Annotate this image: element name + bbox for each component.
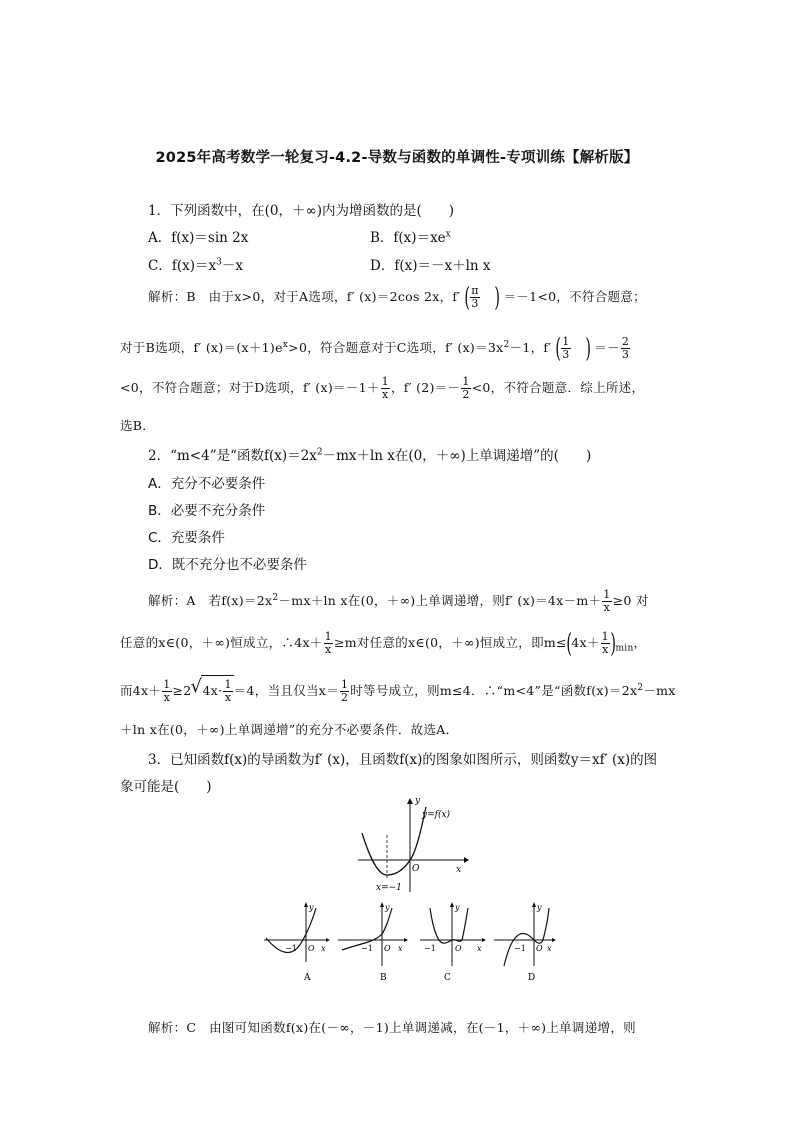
- choice-c-letter: C: [444, 973, 451, 983]
- choice-c-neg1: −1: [424, 944, 436, 953]
- y-axis-arrow: [407, 798, 413, 804]
- curve-label: y=f(x): [422, 810, 451, 820]
- question-3-stem-line-2: 象可能是( ): [120, 779, 212, 795]
- x-label: x: [456, 865, 462, 875]
- choice-d-letter: D: [528, 973, 536, 983]
- choice-d-x-arrow: [552, 938, 556, 942]
- choice-a-x: x: [321, 944, 326, 953]
- y-label: y: [415, 796, 421, 806]
- origin-label: O: [412, 864, 420, 874]
- q3-solution-line-1: 解析：C 由图可知函数f(x)在(－∞，－1)上单调递减，在(－1，＋∞)上单调递增，则: [148, 1020, 636, 1035]
- choice-a-y: y: [309, 903, 314, 912]
- choice-c-y: y: [455, 903, 460, 912]
- choice-c-graph: [420, 902, 486, 983]
- choice-a-neg1: −1: [285, 944, 297, 953]
- q2-option-c: C．充要条件: [148, 530, 225, 546]
- q1-solution-line-3: <0，不符合题意；对于D选项，f′ (x)＝－1＋ $\frac{1}{x}$ ，f′ (2)＝－ $\frac{1}{2}$ <0，不符合题意．综上所述，: [120, 375, 645, 401]
- choice-b-origin: O: [384, 944, 391, 953]
- choice-d-graph: [494, 902, 556, 983]
- q1-option-b: B．$f(x)=xe^x$: [370, 229, 451, 246]
- choice-d-y: y: [537, 903, 542, 912]
- choice-a-y-arrow: [304, 902, 308, 907]
- q2-solution-line-2: 任意的x∈(0，＋∞)恒成立，∴4x＋ $\frac{1}{x}$ ≥m对任意的x∈(0，＋∞)恒成立，即m≤(4x＋ $\frac{1}{x}$ )$_{min}$，: [120, 628, 647, 659]
- q2-option-d: D．既不充分也不必要条件: [148, 557, 307, 573]
- choice-c-y-arrow: [450, 902, 454, 907]
- q2-solution-line-4: ＋ln x在(0，＋∞)上单调递增”的充分不必要条件．故选A．: [120, 722, 459, 737]
- question-3-stem-line-1: 3．已知函数f(x)的导函数为f′ (x)，且函数f(x)的图象如图所示，则函数y＝xf′ (x)的图: [148, 752, 658, 768]
- choice-b-y-arrow: [380, 902, 384, 907]
- choice-d-x: x: [547, 944, 552, 953]
- choice-d-curve: [504, 908, 549, 966]
- choice-b-x-arrow: [404, 938, 408, 942]
- xline-label: x=−1: [376, 883, 402, 893]
- choice-b-graph: [338, 902, 408, 983]
- choice-d-y-arrow: [532, 902, 536, 907]
- sqrt-expression: √ 4x· $\frac{1}{x}$: [190, 676, 232, 705]
- choice-b-y: y: [385, 903, 390, 912]
- q3-function-graph: [350, 795, 470, 895]
- choice-a-origin: O: [308, 944, 315, 953]
- choice-c-x: x: [477, 944, 482, 953]
- choice-a-x-arrow: [326, 938, 330, 942]
- choice-d-neg1: −1: [514, 944, 526, 953]
- q1-option-c: C．$f(x)=x^3-x$: [148, 257, 243, 274]
- choice-b-x: x: [398, 944, 403, 953]
- choice-b-letter: B: [380, 973, 387, 983]
- q1-option-a: A．f(x)＝sin 2x: [148, 230, 249, 246]
- q3-choice-graphs: [258, 900, 558, 984]
- choice-a-letter: A: [304, 973, 311, 983]
- q2-solution-line-3: 而4x＋ $\frac{1}{x}$ ≥2 √ 4x· $\frac{1}{x}$ ＝4，当且仅当x＝ $\frac{1}{2}$ 时等号成立，则m≤4．∴“m<4”是“函数$f(x)=2x^2-mx$: [120, 676, 676, 705]
- q2-option-a: A．充分不必要条件: [148, 476, 266, 492]
- choice-b-neg1: −1: [361, 944, 373, 953]
- choice-d-origin: O: [536, 944, 543, 953]
- q2-option-b: B．必要不充分条件: [148, 503, 266, 519]
- choice-c-x-arrow: [482, 938, 486, 942]
- choice-c-curve: [430, 908, 468, 943]
- q2-solution-line-1: 解析：A 若$f(x)=2x^2-mx+\ln$ x在(0，＋∞)上单调递增，则f′ (x)＝4x－m＋ $\frac{1}{x}$ ≥0 对: [148, 588, 649, 615]
- question-1-stem: 1．下列函数中，在(0，＋∞)内为增函数的是( ): [148, 203, 454, 219]
- question-2-stem: 2．“m<4”是“函数$f(x)=2x^2-mx+\ln$ x在(0，＋∞)上单调递增”的( ): [148, 447, 592, 464]
- x-axis-arrow: [464, 857, 469, 863]
- q1-solution-line-1: 解析：B 由于x>0，对于A选项，f′ (x)＝2cos 2x，f′ ( $\frac{\pi}{3}$ ) ＝－1<0，不符合题意；: [148, 282, 646, 313]
- page-title: 2025年高考数学一轮复习-4.2-导数与函数的单调性-专项训练【解析版】: [155, 150, 639, 166]
- q1-solution-line-4: 选B．: [120, 418, 156, 433]
- choice-a-graph: [264, 902, 330, 983]
- choice-c-origin: O: [455, 944, 462, 953]
- q1-option-d: D．f(x)＝－x＋ln x: [370, 258, 491, 274]
- q1-solution-line-2: 对于B选项，f′ $(x)=(x+1)e^x>0$，符合题意对于C选项，f′ $(x)=3x^2-1$，f′ ( $\frac{1}{3}$ ) ＝－ $\frac{2}{3}$: [120, 333, 630, 364]
